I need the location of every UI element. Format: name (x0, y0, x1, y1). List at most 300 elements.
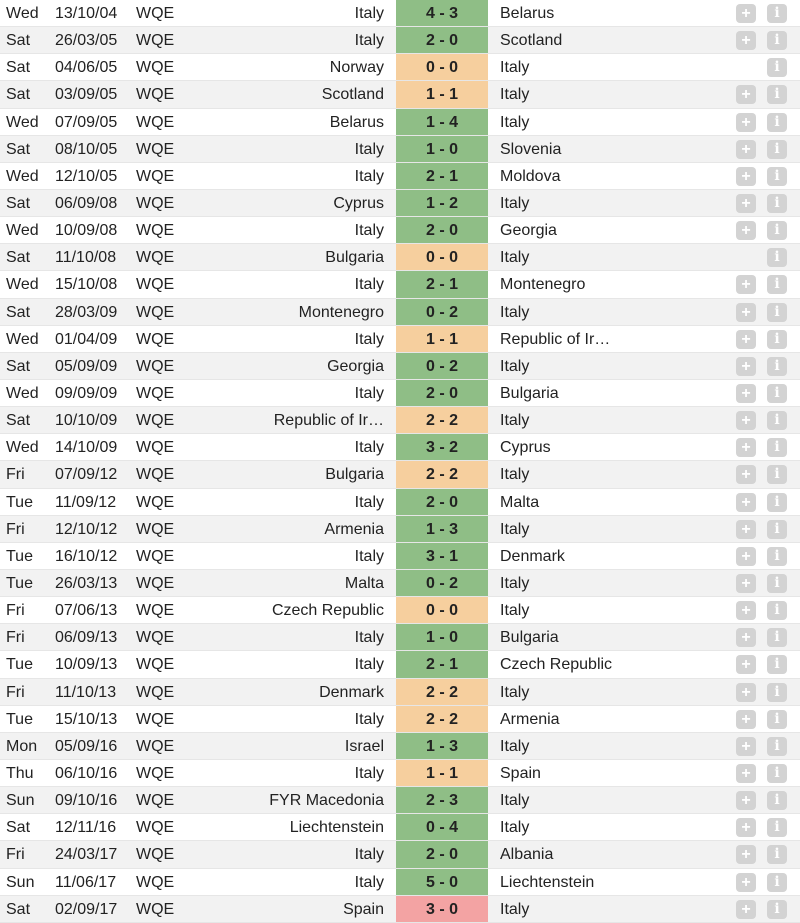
plus-icon[interactable]: + (736, 818, 756, 837)
match-day: Wed (6, 113, 39, 131)
table-row (0, 869, 800, 896)
plus-icon[interactable]: + (736, 493, 756, 512)
plus-icon[interactable]: + (736, 113, 756, 132)
competition: WQE (136, 86, 175, 104)
info-icon[interactable]: i (767, 58, 787, 77)
home-team: Italy (354, 846, 384, 864)
away-team: Liechtenstein (500, 873, 595, 891)
home-team: Bulgaria (325, 466, 384, 484)
competition: WQE (136, 683, 175, 701)
home-team: Italy (354, 140, 384, 158)
competition: WQE (136, 629, 175, 647)
match-score: 2 - 3 (396, 787, 488, 813)
match-date: 26/03/05 (55, 32, 118, 50)
info-icon[interactable]: i (767, 140, 787, 159)
competition: WQE (136, 412, 175, 430)
table-row (0, 0, 800, 27)
match-score: 3 - 0 (396, 896, 488, 922)
match-score: 0 - 2 (396, 353, 488, 379)
info-icon[interactable]: i (767, 737, 787, 756)
match-date: 01/04/09 (55, 330, 118, 348)
match-day: Wed (6, 330, 39, 348)
match-date: 09/09/09 (55, 384, 118, 402)
match-day: Fri (6, 466, 25, 484)
match-day: Sat (6, 32, 31, 50)
match-date: 05/09/16 (55, 737, 118, 755)
home-team: Italy (354, 439, 384, 457)
match-day: Tue (6, 710, 33, 728)
home-team: Scotland (321, 86, 384, 104)
match-date: 11/09/12 (55, 493, 117, 511)
competition: WQE (136, 32, 175, 50)
away-team: Italy (500, 683, 530, 701)
info-icon[interactable]: i (767, 113, 787, 132)
home-team: Italy (354, 5, 384, 22)
match-day: Tue (6, 656, 33, 674)
table-row (0, 271, 800, 298)
home-team: Italy (354, 873, 384, 891)
match-day: Sun (6, 792, 35, 810)
match-score: 2 - 2 (396, 679, 488, 705)
competition: WQE (136, 819, 175, 837)
away-team: Albania (500, 846, 554, 864)
table-row (0, 326, 800, 353)
info-icon[interactable]: i (767, 167, 787, 186)
home-team: Italy (354, 167, 384, 185)
competition: WQE (136, 846, 175, 864)
match-date: 10/10/09 (55, 412, 118, 430)
plus-icon[interactable]: + (736, 330, 756, 349)
match-day: Fri (6, 520, 25, 538)
match-day: Sat (6, 900, 31, 918)
home-team: Italy (354, 764, 384, 782)
match-score: 1 - 3 (396, 516, 488, 542)
info-icon[interactable]: i (767, 357, 787, 376)
match-day: Sat (6, 86, 31, 104)
table-row (0, 814, 800, 841)
away-team: Bulgaria (500, 384, 559, 402)
table-row (0, 81, 800, 108)
away-team: Italy (500, 86, 530, 104)
home-team: Belarus (329, 113, 384, 131)
plus-icon[interactable]: + (736, 900, 756, 919)
plus-icon[interactable]: + (736, 221, 756, 240)
info-icon[interactable]: i (767, 710, 787, 729)
table-row (0, 570, 800, 597)
match-score: 2 - 2 (396, 407, 488, 433)
home-team: Italy (354, 32, 384, 50)
home-team: Liechtenstein (289, 819, 384, 837)
competition: WQE (136, 276, 175, 294)
info-icon[interactable]: i (767, 438, 787, 457)
info-icon[interactable]: i (767, 628, 787, 647)
match-date: 28/03/09 (55, 303, 118, 321)
info-icon[interactable]: i (767, 248, 787, 267)
table-row (0, 516, 800, 543)
table-row (0, 461, 800, 488)
match-score: 2 - 2 (396, 706, 488, 732)
plus-icon[interactable]: + (736, 194, 756, 213)
match-score: 2 - 0 (396, 380, 488, 406)
home-team: Italy (354, 330, 384, 348)
competition: WQE (136, 873, 175, 891)
info-icon[interactable]: i (767, 194, 787, 213)
match-day: Sat (6, 59, 31, 77)
plus-icon[interactable]: + (736, 845, 756, 864)
plus-icon[interactable]: + (736, 655, 756, 674)
match-day: Wed (6, 222, 39, 240)
plus-icon[interactable]: + (736, 303, 756, 322)
plus-icon[interactable]: + (736, 275, 756, 294)
home-team: Cyprus (333, 194, 384, 212)
plus-icon[interactable]: + (736, 520, 756, 539)
home-team: Italy (354, 629, 384, 647)
away-team: Republic of Ir… (500, 330, 611, 348)
competition: WQE (136, 466, 175, 484)
plus-icon[interactable]: + (736, 4, 756, 23)
competition: WQE (136, 520, 175, 538)
plus-icon[interactable]: + (736, 683, 756, 702)
plus-icon[interactable]: + (736, 384, 756, 403)
match-day: Wed (6, 439, 39, 457)
away-team: Italy (500, 819, 530, 837)
match-score: 0 - 2 (396, 299, 488, 325)
away-team: Italy (500, 412, 530, 430)
match-score: 0 - 2 (396, 570, 488, 596)
competition: WQE (136, 140, 175, 158)
plus-icon[interactable]: + (736, 85, 756, 104)
home-team: FYR Macedonia (269, 792, 384, 810)
away-team: Italy (500, 249, 530, 267)
table-row (0, 733, 800, 760)
match-day: Mon (6, 737, 38, 755)
match-day: Tue (6, 574, 33, 592)
home-team: Italy (354, 493, 384, 511)
info-icon[interactable]: i (767, 330, 787, 349)
competition: WQE (136, 493, 175, 511)
competition: WQE (136, 384, 175, 402)
match-date: 11/10/13 (55, 683, 117, 701)
away-team: Czech Republic (500, 656, 613, 674)
match-date: 08/10/05 (55, 140, 118, 158)
home-team: Italy (354, 276, 384, 294)
info-icon[interactable]: i (767, 520, 787, 539)
away-team: Cyprus (500, 439, 551, 457)
home-team: Armenia (324, 520, 384, 538)
match-day: Sat (6, 357, 31, 375)
away-team: Denmark (500, 547, 565, 565)
competition: WQE (136, 792, 175, 810)
match-day: Thu (6, 764, 34, 782)
table-row (0, 353, 800, 380)
competition: WQE (136, 222, 175, 240)
competition: WQE (136, 194, 175, 212)
info-icon[interactable]: i (767, 900, 787, 919)
competition: WQE (136, 5, 175, 22)
table-row (0, 54, 800, 81)
plus-icon[interactable]: + (736, 601, 756, 620)
match-score: 1 - 3 (396, 733, 488, 759)
table-row (0, 109, 800, 136)
match-day: Wed (6, 384, 39, 402)
table-row (0, 760, 800, 787)
match-date: 03/09/05 (55, 86, 118, 104)
table-row (0, 787, 800, 814)
home-team: Montenegro (298, 303, 384, 321)
info-icon[interactable]: i (767, 85, 787, 104)
home-team: Czech Republic (271, 602, 384, 620)
table-row (0, 434, 800, 461)
match-date: 13/10/04 (55, 5, 118, 22)
table-row (0, 27, 800, 54)
away-team: Scotland (500, 32, 563, 50)
plus-icon[interactable]: + (736, 140, 756, 159)
home-team: Denmark (319, 683, 384, 701)
competition: WQE (136, 737, 175, 755)
table-row (0, 651, 800, 678)
away-team: Italy (500, 113, 530, 131)
match-date: 14/10/09 (55, 439, 118, 457)
home-team: Italy (354, 547, 384, 565)
info-icon[interactable]: i (767, 764, 787, 783)
match-score: 1 - 4 (396, 109, 488, 135)
info-icon[interactable]: i (767, 791, 787, 810)
match-score: 3 - 1 (396, 543, 488, 569)
away-team: Spain (500, 764, 541, 782)
competition: WQE (136, 764, 175, 782)
match-score: 2 - 0 (396, 217, 488, 243)
match-date: 11/10/08 (55, 249, 117, 267)
match-date: 06/09/08 (55, 194, 118, 212)
table-row (0, 597, 800, 624)
info-icon[interactable]: i (767, 655, 787, 674)
match-date: 11/06/17 (55, 873, 117, 891)
away-team: Italy (500, 194, 530, 212)
table-row (0, 217, 800, 244)
plus-icon[interactable]: + (736, 791, 756, 810)
match-date: 04/06/05 (55, 59, 118, 77)
match-score: 0 - 4 (396, 814, 488, 840)
match-date: 15/10/13 (55, 710, 118, 728)
competition: WQE (136, 439, 175, 457)
table-row (0, 380, 800, 407)
info-icon[interactable]: i (767, 845, 787, 864)
info-icon[interactable]: i (767, 275, 787, 294)
match-score: 2 - 0 (396, 489, 488, 515)
match-day: Wed (6, 5, 39, 22)
plus-icon[interactable]: + (736, 547, 756, 566)
match-day: Fri (6, 846, 25, 864)
match-score: 1 - 1 (396, 81, 488, 107)
home-team: Spain (343, 900, 384, 918)
table-row (0, 489, 800, 516)
match-score: 3 - 2 (396, 434, 488, 460)
away-team: Bulgaria (500, 629, 559, 647)
away-team: Belarus (500, 5, 555, 22)
plus-icon[interactable]: + (736, 411, 756, 430)
away-team: Georgia (500, 222, 557, 240)
match-day: Wed (6, 167, 39, 185)
home-team: Republic of Ir… (273, 412, 384, 430)
info-icon[interactable]: i (767, 873, 787, 892)
match-day: Sat (6, 412, 31, 430)
info-icon[interactable]: i (767, 601, 787, 620)
table-row (0, 841, 800, 868)
match-date: 07/09/12 (55, 466, 118, 484)
home-team: Italy (354, 710, 384, 728)
match-score: 1 - 0 (396, 136, 488, 162)
competition: WQE (136, 59, 175, 77)
competition: WQE (136, 710, 175, 728)
competition: WQE (136, 357, 175, 375)
match-day: Tue (6, 547, 33, 565)
info-icon[interactable]: i (767, 221, 787, 240)
plus-icon[interactable]: + (736, 31, 756, 50)
match-date: 10/09/13 (55, 656, 118, 674)
match-day: Sat (6, 249, 31, 267)
table-row (0, 706, 800, 733)
match-day: Fri (6, 683, 25, 701)
match-score: 4 - 3 (396, 0, 488, 26)
table-row (0, 244, 800, 271)
match-day: Sat (6, 819, 31, 837)
match-score: 2 - 0 (396, 27, 488, 53)
match-score: 1 - 2 (396, 190, 488, 216)
match-date: 16/10/12 (55, 547, 118, 565)
match-date: 07/06/13 (55, 602, 118, 620)
competition: WQE (136, 602, 175, 620)
match-date: 07/09/05 (55, 113, 118, 131)
away-team: Montenegro (500, 276, 586, 294)
away-team: Italy (500, 466, 530, 484)
away-team: Malta (500, 493, 540, 511)
competition: WQE (136, 113, 175, 131)
competition: WQE (136, 574, 175, 592)
info-icon[interactable]: i (767, 31, 787, 50)
info-icon[interactable]: i (767, 493, 787, 512)
match-day: Sat (6, 303, 31, 321)
plus-icon[interactable]: + (736, 438, 756, 457)
competition: WQE (136, 303, 175, 321)
away-team: Italy (500, 792, 530, 810)
home-team: Georgia (327, 357, 384, 375)
match-score: 2 - 1 (396, 271, 488, 297)
match-day: Wed (6, 276, 39, 294)
away-team: Italy (500, 737, 530, 755)
match-date: 12/11/16 (55, 819, 117, 837)
away-team: Armenia (500, 710, 560, 728)
plus-icon[interactable]: + (736, 710, 756, 729)
info-icon[interactable]: i (767, 303, 787, 322)
plus-icon[interactable]: + (736, 465, 756, 484)
info-icon[interactable]: i (767, 465, 787, 484)
match-score: 2 - 1 (396, 163, 488, 189)
plus-icon[interactable]: + (736, 574, 756, 593)
competition: WQE (136, 656, 175, 674)
home-team: Malta (344, 574, 384, 592)
table-row (0, 624, 800, 651)
home-team: Bulgaria (325, 249, 384, 267)
away-team: Italy (500, 303, 530, 321)
info-icon[interactable]: i (767, 411, 787, 430)
match-score: 2 - 0 (396, 841, 488, 867)
match-score: 5 - 0 (396, 869, 488, 895)
match-score: 1 - 0 (396, 624, 488, 650)
table-row (0, 679, 800, 706)
match-date: 09/10/16 (55, 792, 118, 810)
match-score: 0 - 0 (396, 244, 488, 270)
match-score: 0 - 0 (396, 597, 488, 623)
home-team: Italy (354, 384, 384, 402)
match-date: 12/10/05 (55, 167, 118, 185)
away-team: Slovenia (500, 140, 562, 158)
match-date: 24/03/17 (55, 846, 118, 864)
info-icon[interactable]: i (767, 683, 787, 702)
match-day: Sat (6, 140, 31, 158)
table-row (0, 407, 800, 434)
match-score: 0 - 0 (396, 54, 488, 80)
competition: WQE (136, 900, 175, 918)
match-score: 2 - 2 (396, 461, 488, 487)
info-icon[interactable]: i (767, 4, 787, 23)
match-date: 06/09/13 (55, 629, 118, 647)
plus-icon[interactable]: + (736, 357, 756, 376)
away-team: Italy (500, 59, 530, 77)
home-team: Israel (344, 737, 384, 755)
match-date: 05/09/09 (55, 357, 118, 375)
info-icon[interactable]: i (767, 384, 787, 403)
match-date: 12/10/12 (55, 520, 118, 538)
match-score: 2 - 1 (396, 651, 488, 677)
home-team: Italy (354, 222, 384, 240)
away-team: Italy (500, 574, 530, 592)
table-row (0, 299, 800, 326)
plus-icon[interactable]: + (736, 628, 756, 647)
away-team: Italy (500, 900, 530, 918)
match-date: 10/09/08 (55, 222, 118, 240)
competition: WQE (136, 547, 175, 565)
table-row (0, 896, 800, 923)
away-team: Italy (500, 357, 530, 375)
table-row (0, 190, 800, 217)
plus-icon[interactable]: + (736, 764, 756, 783)
match-date: 15/10/08 (55, 276, 118, 294)
away-team: Moldova (500, 167, 561, 185)
info-icon[interactable]: i (767, 818, 787, 837)
plus-icon[interactable]: + (736, 737, 756, 756)
table-row (0, 543, 800, 570)
match-date: 06/10/16 (55, 764, 118, 782)
home-team: Italy (354, 656, 384, 674)
match-day: Sat (6, 194, 31, 212)
plus-icon[interactable]: + (736, 873, 756, 892)
match-date: 26/03/13 (55, 574, 118, 592)
away-team: Italy (500, 602, 530, 620)
plus-icon[interactable]: + (736, 167, 756, 186)
info-icon[interactable]: i (767, 574, 787, 593)
competition: WQE (136, 330, 175, 348)
info-icon[interactable]: i (767, 547, 787, 566)
competition: WQE (136, 249, 175, 267)
match-day: Fri (6, 629, 25, 647)
table-row (0, 136, 800, 163)
match-day: Sun (6, 873, 35, 891)
match-score: 1 - 1 (396, 760, 488, 786)
match-day: Tue (6, 493, 33, 511)
home-team: Norway (329, 59, 384, 77)
table-row (0, 163, 800, 190)
match-date: 02/09/17 (55, 900, 118, 918)
